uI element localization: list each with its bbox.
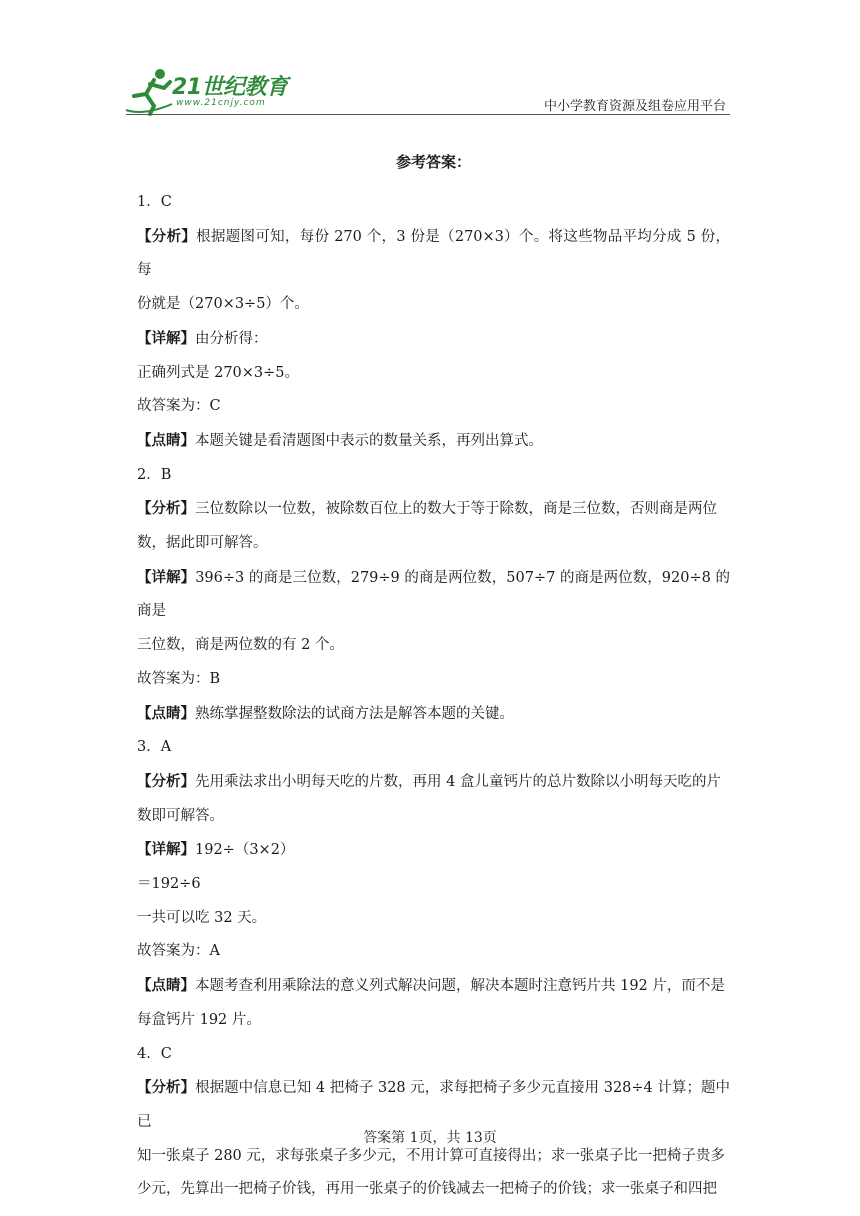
answer-line <box>137 357 730 391</box>
section-tag: 【详解】 <box>137 568 196 586</box>
section-tag: 【详解】 <box>137 841 195 859</box>
header-divider <box>126 114 730 115</box>
line-text: 故答案为：A <box>137 943 220 960</box>
answer-line <box>137 800 730 834</box>
question-number: 2．B <box>137 466 172 483</box>
line-text: 每盒钙片 192 片。 <box>137 1011 261 1028</box>
line-text: 一共可以吃 32 天。 <box>137 909 267 926</box>
answer-line <box>137 1173 730 1207</box>
line-text: 由分析得： <box>195 330 268 347</box>
line-text: ＝192÷6 <box>137 876 201 893</box>
section-tag: 【点睛】 <box>137 431 195 449</box>
line-text: 数即可解答。 <box>137 807 224 824</box>
platform-name: 中小学教育资源及组卷应用平台 <box>543 99 726 114</box>
section-tag: 【分析】 <box>137 500 195 518</box>
section-tag: 【点睛】 <box>137 704 195 722</box>
answer-line <box>137 322 730 357</box>
section-tag: 【分析】 <box>137 1079 196 1097</box>
line-text: 故答案为：B <box>137 670 221 687</box>
line-text: 数，据此即可解答。 <box>137 535 268 552</box>
logo <box>124 66 294 118</box>
answer-line <box>137 527 730 561</box>
line-text: 本题考查利用乘除法的意义列式解决问题，解决本题时注意钙片共 192 片，而不是 <box>195 978 725 995</box>
answer-line <box>137 424 730 459</box>
line-text: 三位数除以一位数，被除数百位上的数大于等于除数，商是三位数，否则商是两位 <box>195 501 717 518</box>
logo-text: 21世纪教育 <box>172 75 288 100</box>
line-text: 知一张桌子 280 元，求每张桌子多少元，不用计算可直接得出；求一张桌子比一把椅子贵多 <box>137 1147 725 1164</box>
line-text: 正确列式是 270×3÷5。 <box>137 364 300 381</box>
answer-list <box>137 186 730 1207</box>
line-text: 本题关键是看清题图中表示的数量关系，再列出算式。 <box>195 432 543 449</box>
line-text: 少元，先算出一把椅子价钱，再用一张桌子的价钱减去一把椅子的价钱；求一张桌子和四把 <box>137 1181 717 1198</box>
line-text: 396÷3 的商是三位数，279÷9 的商是两位数，507÷7 的商是两位数，920÷8 的商是 <box>137 569 730 620</box>
line-text: 先用乘法求出小明每天吃的片数，再用 4 盒儿童钙片的总片数除以小明每天吃的片 <box>195 773 721 790</box>
answer-line <box>137 969 730 1004</box>
answer-line <box>137 697 730 732</box>
answer-line <box>137 868 730 902</box>
line-text: 根据题中信息已知 4 把椅子 328 元，求每把椅子多少元直接用 328÷4 计算；题中已 <box>137 1080 730 1130</box>
line-text: 192÷（3×2） <box>195 842 295 859</box>
line-text: 三位数，商是两位数的有 2 个。 <box>137 637 344 654</box>
answer-line <box>137 288 730 322</box>
line-text: 根据题图可知，每份 270 个，3 份是（270×3）个。将这些物品平均分成 5 份，每 <box>137 228 730 279</box>
answer-line <box>137 935 730 969</box>
page-footer: 答案第 1页，共 13页 <box>363 1130 497 1146</box>
question-number: 1．C <box>137 194 172 210</box>
question-number: 4．C <box>137 1045 172 1062</box>
answer-line <box>137 629 730 663</box>
answer-line <box>137 765 730 800</box>
answer-line <box>137 902 730 936</box>
page-title: 参考答案： <box>395 153 471 171</box>
line-text: 份就是（270×3÷5）个。 <box>137 296 309 313</box>
page-header <box>0 0 860 120</box>
answer-line <box>137 492 730 527</box>
section-tag: 【点睛】 <box>137 977 195 995</box>
answer-content <box>137 152 730 1207</box>
answer-line <box>137 833 730 868</box>
line-text: 故答案为：C <box>137 398 221 415</box>
section-tag: 【分析】 <box>137 227 197 245</box>
line-text: 熟练掌握整数除法的试商方法是解答本题的关键。 <box>195 705 514 722</box>
question-number: 3．A <box>137 739 172 756</box>
logo-url: www.21cnjy.com <box>176 98 266 108</box>
answer-line <box>137 561 730 629</box>
answer-line <box>137 390 730 424</box>
answer-line <box>137 220 730 288</box>
answer-line <box>137 663 730 697</box>
section-tag: 【分析】 <box>137 772 195 790</box>
answer-line <box>137 1004 730 1038</box>
section-tag: 【详解】 <box>137 329 195 347</box>
